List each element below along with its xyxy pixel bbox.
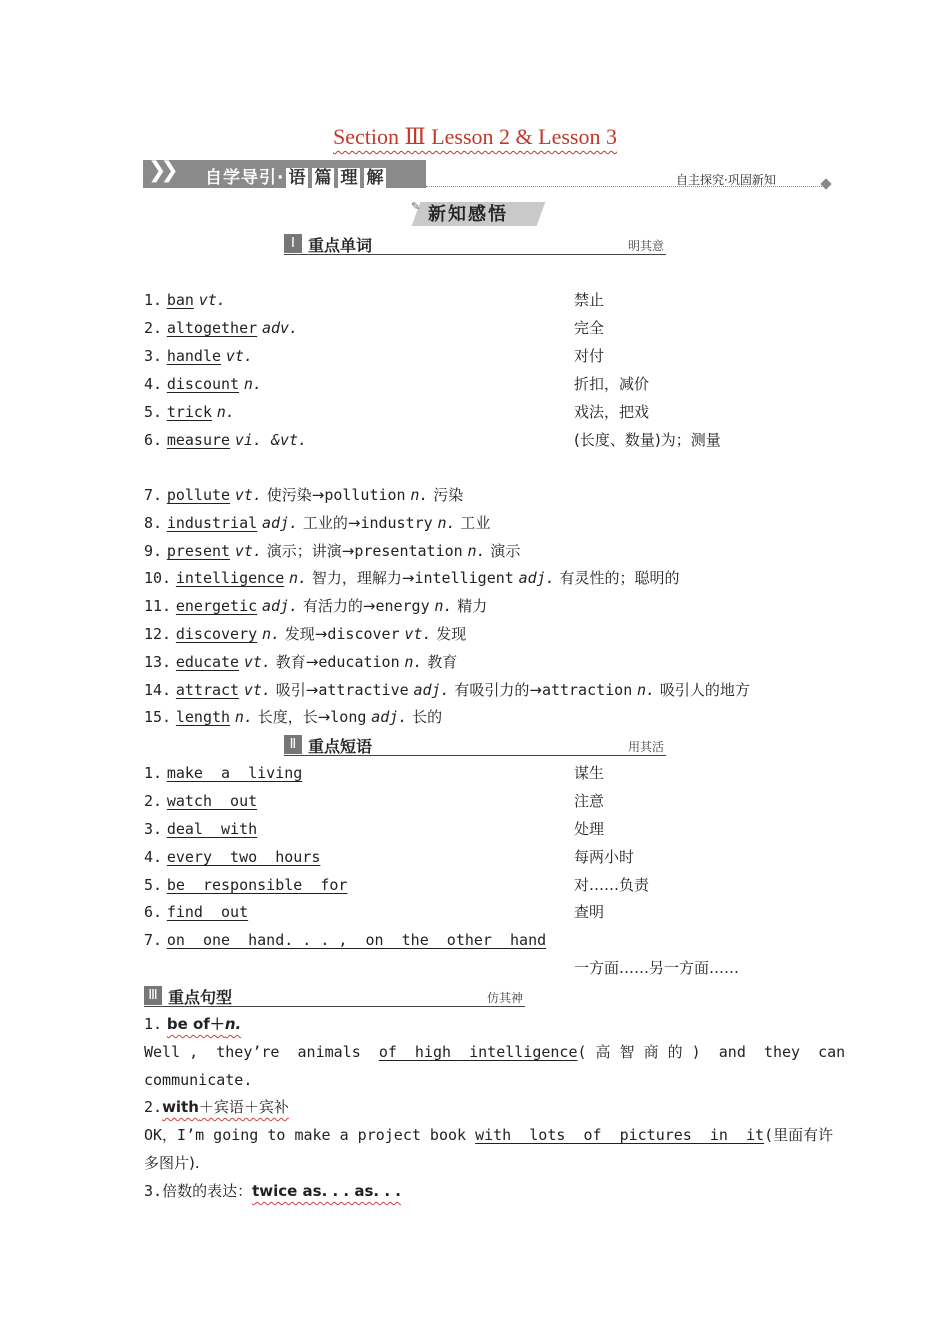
page-title: Section Ⅲ Lesson 2 & Lesson 3 [333, 124, 617, 149]
section-header-words [284, 232, 666, 255]
phrase-meaning: 注意 [574, 792, 605, 810]
phrase-meaning: 对……负责 [574, 876, 650, 894]
sentence-example-1-cont: communicate. [144, 1071, 253, 1089]
word-row: 15. length n. 长度，长→long adj. 长的 [144, 708, 443, 726]
sentence-pattern-2: 2.with＋宾语＋宾补 [144, 1098, 289, 1116]
word-row: 5. trick n. [144, 403, 235, 421]
word-meaning: 禁止 [574, 291, 605, 309]
word-row: 7. pollute vt. 使污染→pollution n. 污染 [144, 486, 464, 504]
phrase-meaning: 查明 [574, 903, 605, 921]
word-row: 1. ban vt. [144, 291, 226, 309]
phrase-row: 4. every two hours [144, 848, 321, 866]
sentence-example-1: Well , they’re animals of high intelligence( 高 智 商 的 ) and they can [144, 1043, 846, 1061]
word-row: 12. discovery n. 发现→discover vt. 发现 [144, 625, 467, 643]
word-row: 2. altogether adv. [144, 319, 299, 337]
section-header-phrases [284, 733, 666, 756]
section-note: 仿其神 [486, 991, 523, 1005]
section-title: 重点单词 [308, 236, 373, 255]
sentence-example-2-cont: 多图片). [144, 1154, 200, 1172]
word-row: 8. industrial adj. 工业的→industry n. 工业 [144, 514, 491, 532]
phrase-meaning: 每两小时 [574, 848, 635, 866]
banner-title: 自学导引· 语 篇 理 解 [205, 168, 385, 188]
banner-subtitle: 自主探究·巩固新知 [676, 173, 776, 187]
phrase-meaning: 谋生 [574, 764, 605, 782]
section-number: Ⅰ [284, 234, 302, 253]
section-header-sentences [144, 984, 525, 1007]
section-number: Ⅱ [284, 735, 302, 754]
section-title: 重点短语 [308, 737, 373, 756]
section-note: 用其活 [627, 740, 664, 754]
sentence-pattern-1: 1. be of＋n. [144, 1015, 242, 1033]
sentence-example-2: OK，I’m going to make a project book with lots of pictures in it(里面有许 [144, 1126, 834, 1144]
phrase-row: 7. on one hand. . . , on the other hand [144, 931, 547, 949]
word-meaning: 折扣，减价 [574, 375, 650, 393]
phrase-row: 1. make a living [144, 764, 303, 782]
diamond-icon [820, 178, 831, 189]
section-number: Ⅲ [144, 986, 162, 1005]
word-row: 4. discount n. [144, 375, 262, 393]
phrase-meaning: 一方面……另一方面…… [574, 959, 740, 977]
word-row: 6. measure vi. &vt. [144, 431, 308, 449]
word-row: 11. energetic adj. 有活力的→energy n. 精力 [144, 597, 488, 615]
phrase-row: 6. find out [144, 903, 249, 921]
word-meaning: (长度、数量)为；测量 [574, 431, 721, 449]
double-chevron-icon: ❯❯ [148, 158, 173, 183]
word-meaning: 完全 [574, 319, 605, 337]
sentence-pattern-3: 3.倍数的表达：twice as. . . as. . . [144, 1182, 401, 1200]
subheading: 新知感悟 [428, 204, 508, 225]
section-title: 重点句型 [168, 988, 233, 1007]
phrase-row: 5. be responsible for [144, 876, 348, 894]
phrase-meaning: 处理 [574, 820, 605, 838]
word-row: 13. educate vt. 教育→education n. 教育 [144, 653, 458, 671]
phrase-row: 2. watch out [144, 792, 258, 810]
word-meaning: 戏法，把戏 [574, 403, 650, 421]
word-meaning: 对付 [574, 347, 605, 365]
decoration-icon: ✎ [411, 200, 421, 213]
word-row: 10. intelligence n. 智力，理解力→intelligent adj. 有灵性的；聪明的 [144, 569, 680, 587]
word-row: 9. present vt. 演示；讲演→presentation n. 演示 [144, 542, 521, 560]
word-row: 14. attract vt. 吸引→attractive adj. 有吸引力的→attraction n. 吸引人的地方 [144, 681, 750, 699]
phrase-row: 3. deal with [144, 820, 258, 838]
section-note: 明其意 [627, 239, 664, 253]
word-row: 3. handle vt. [144, 347, 253, 365]
